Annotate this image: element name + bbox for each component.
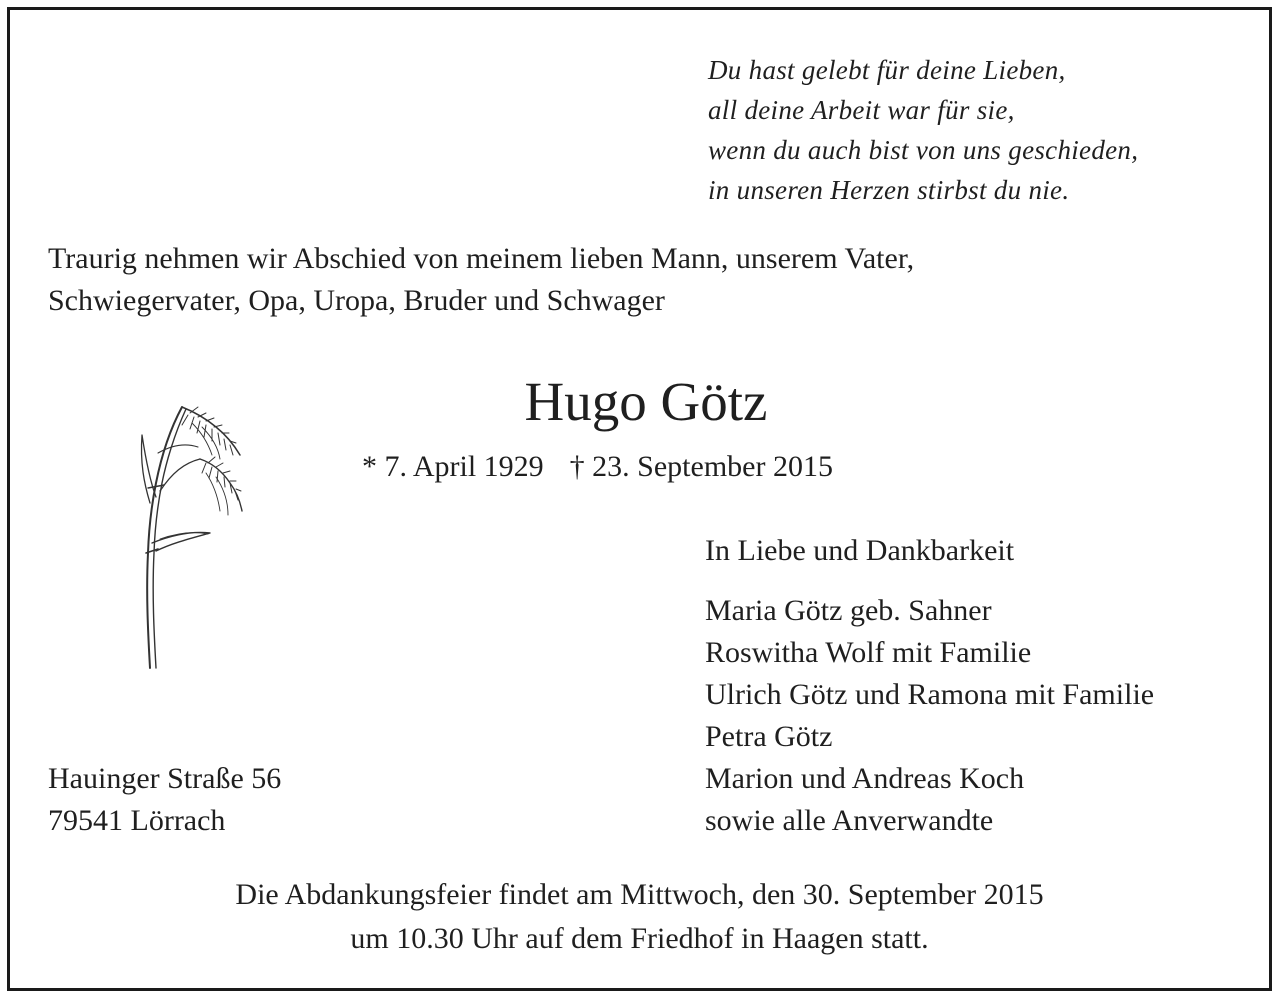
intro-line: Traurig nehmen wir Abschied von meinem lieben Mann, unserem Vater,: [48, 242, 915, 275]
deceased-name: Hugo Götz: [524, 371, 768, 432]
obituary-notice: [7, 7, 1272, 991]
mourner: Marion und Andreas Koch: [705, 762, 1025, 795]
mourner: Ulrich Götz und Ramona mit Familie: [705, 678, 1155, 711]
mourners-list: [705, 590, 1154, 842]
intro-line: Schwiegervater, Opa, Uropa, Bruder und Schwager: [48, 284, 665, 317]
mourner: Petra Götz: [705, 720, 833, 753]
mourner: Maria Götz geb. Sahner: [705, 594, 992, 627]
address-street: Hauinger Straße 56: [48, 762, 282, 795]
ceremony-line: um 10.30 Uhr auf dem Friedhof in Haagen statt.: [350, 922, 929, 955]
death-date: † 23. September 2015: [569, 450, 833, 483]
mourner: Roswitha Wolf mit Familie: [705, 636, 1032, 669]
mourner: sowie alle Anverwandte: [705, 804, 994, 837]
poem-line: Du hast gelebt für deine Lieben,: [708, 55, 1066, 85]
poem: [708, 50, 1138, 210]
life-dates: [362, 447, 833, 487]
intro-text: [48, 238, 914, 322]
address-city: 79541 Lörrach: [48, 804, 226, 837]
ceremony-line: Die Abdankungsfeier findet am Mittwoch, den 30. September 2015: [235, 878, 1044, 911]
ceremony-notice: [10, 873, 1269, 961]
poem-line: in unseren Herzen stirbst du nie.: [708, 175, 1070, 205]
birth-date: * 7. April 1929: [362, 450, 544, 483]
grass-stalk-icon: [122, 393, 262, 678]
closing-phrase: In Liebe und Dankbarkeit: [705, 534, 1015, 567]
address: [48, 758, 281, 842]
poem-line: wenn du auch bist von uns geschieden,: [708, 135, 1139, 165]
poem-line: all deine Arbeit war für sie,: [708, 95, 1015, 125]
